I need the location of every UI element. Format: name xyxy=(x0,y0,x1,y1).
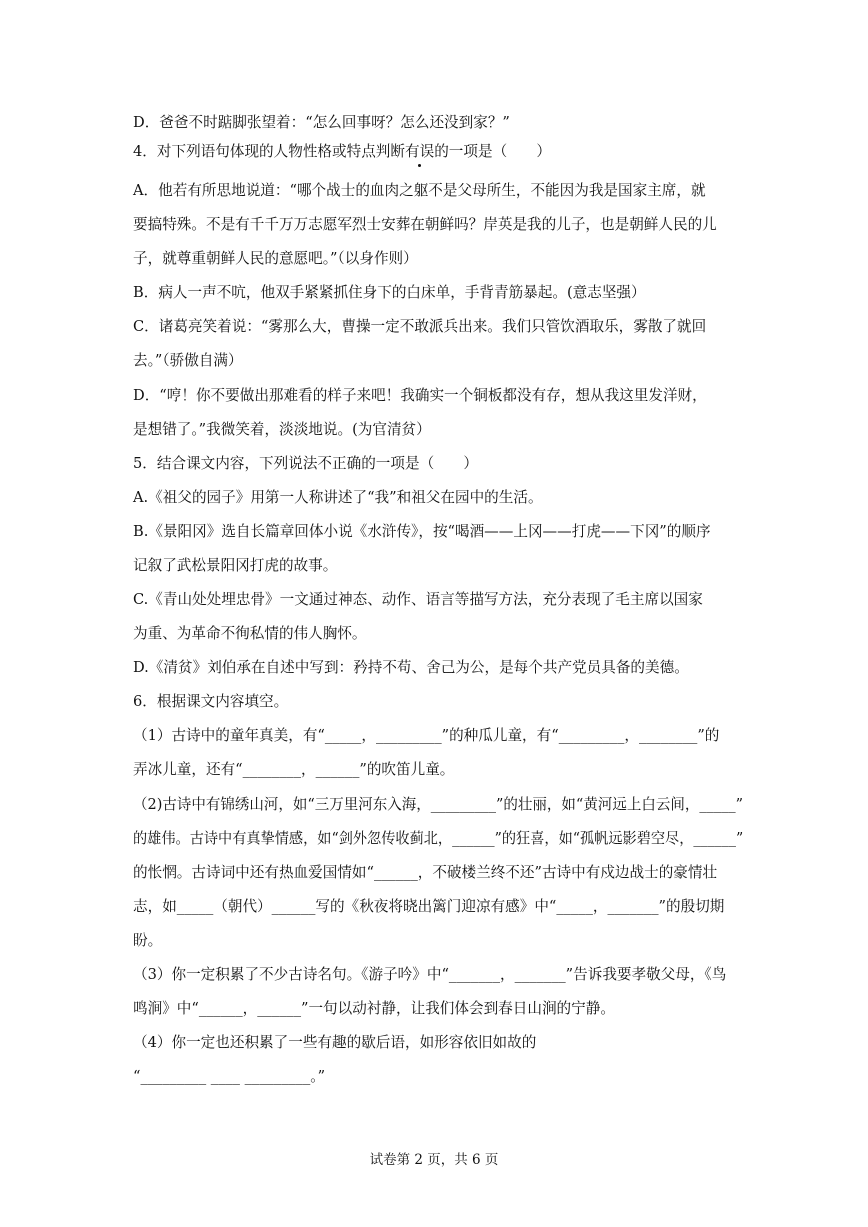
q5-option-b-line1: B.《景阳冈》选自长篇章回体小说《水浒传》，按“喝酒——上冈——打虎——下冈”的顺序 xyxy=(133,523,711,540)
q4-option-d-line2: 是想错了。”我微笑着，淡淡地说。(为官清贫） xyxy=(133,421,431,438)
q4-stem-before: 4．对下列语句体现的人物性格或特点判断 xyxy=(133,143,405,160)
q3-option-d: D．爸爸不时踮脚张望着：“怎么回事呀？怎么还没到家？” xyxy=(133,114,510,131)
q6-part3-line1: （3）你一定积累了不少古诗名句。《游子吟》中“_______，_______”告诉我要孝敬父母，《鸟 xyxy=(133,966,727,983)
q6-part2-line5: 盼。 xyxy=(133,932,163,949)
q6-part1-line1: （1）古诗中的童年真美，有“_____，_________”的种瓜儿童，有“_________，________”的 xyxy=(133,727,720,744)
q6-part4-line1: （4）你一定也还积累了一些有趣的歇后语，如形容依旧如故的 xyxy=(133,1034,537,1051)
q4-stem-emphasis: 有误 xyxy=(404,143,435,160)
q5-stem: 5．结合课文内容，下列说法不正确的一项是（ ） xyxy=(133,455,478,472)
q5-option-c-line1: C.《青山处处埋忠骨》一文通过神态、动作、语言等描写方法，充分表现了毛主席以国家 xyxy=(133,591,703,608)
q4-option-c-line2: 去。”（骄傲自满） xyxy=(133,352,243,369)
q5-option-d: D.《清贫》刘伯承在自述中写到：矜持不苟、舍己为公，是每个共产党员具备的美德。 xyxy=(133,659,689,676)
q6-part2-line4: 志，如_____（朝代）______写的《秋夜将晓出篱门迎凉有感》中“_____，_______”的殷切期 xyxy=(133,898,725,915)
q4-option-a-line2: 要搞特殊。不是有千千万万志愿军烈士安葬在朝鲜吗？岸英是我的儿子，也是朝鲜人民的儿 xyxy=(133,216,717,233)
page-footer: 试卷第 2 页，共 6 页 xyxy=(369,1152,499,1168)
q4-option-d-line1: D．“哼！你不要做出那难看的样子来吧！我确实一个铜板都没有存，想从我这里发洋财， xyxy=(133,387,707,404)
q5-option-b-line2: 记叙了武松景阳冈打虎的故事。 xyxy=(133,557,338,574)
q4-option-c-line1: C．诸葛亮笑着说：“雾那么大，曹操一定不敢派兵出来。我们只管饮酒取乐，雾散了就回 xyxy=(133,318,707,335)
q6-part2-line3: 的怅惘。古诗词中还有热血爱国情如“______，不破楼兰终不还”古诗中有戍边战士的豪情壮 xyxy=(133,864,718,881)
q5-option-a: A.《祖父的园子》用第一人称讲述了“我”和祖父在园中的生活。 xyxy=(133,489,543,506)
q4-option-a-line3: 子，就尊重朝鲜人民的意愿吧。”（以身作则） xyxy=(133,250,418,267)
q4-option-b: B．病人一声不吭，他双手紧紧抓住身下的白床单，手背青筋暴起。(意志坚强） xyxy=(133,284,646,301)
q5-option-c-line2: 为重、为革命不徇私情的伟人胸怀。 xyxy=(133,625,367,642)
q6-part3-line2: 鸣涧》中“______，______”一句以动衬静，让我们体会到春日山涧的宁静。 xyxy=(133,1000,615,1017)
q6-part2-line1: （2)古诗中有锦绣山河，如“三万里河东入海，_________”的壮丽，如“黄河远上白云间，_____” xyxy=(133,796,743,813)
q6-stem: 6．根据课文内容填空。 xyxy=(133,693,289,710)
q4-stem-after: 的一项是（ ） xyxy=(434,143,551,160)
q6-part4-line2: “_________ ____ _________。” xyxy=(133,1068,326,1085)
q4-stem xyxy=(133,142,743,162)
q6-part1-line2: 弄冰儿童，还有“________，______”的吹笛儿童。 xyxy=(133,761,455,778)
q6-part2-line2: 的雄伟。古诗中有真挚情感，如“剑外忽传收蓟北，______”的狂喜，如“孤帆远影碧空尽，______” xyxy=(133,830,744,847)
q4-option-a-line1: A．他若有所思地说道：“哪个战士的血肉之躯不是父母所生，不能因为我是国家主席，就 xyxy=(133,182,706,199)
